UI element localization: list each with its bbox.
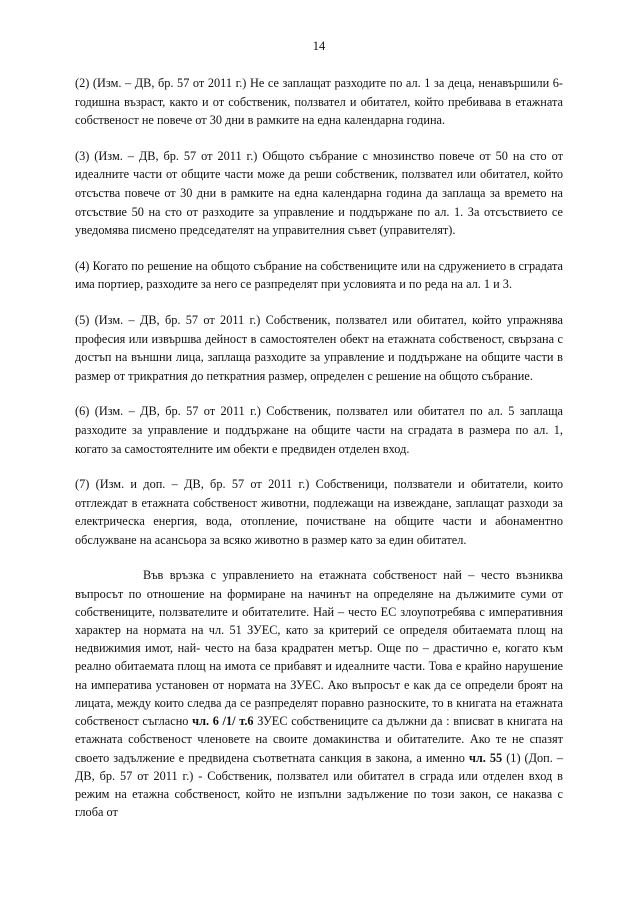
commentary-paragraph: [75, 566, 563, 821]
commentary-text-2: ЗУЕС собствениците са дължни да : вписват в книгата на етажната собственост членовете на своите домакинства и обитателите. Ако те не спазят своето задължение е предвидена съответната санкция в закона, а именно: [75, 714, 563, 765]
commentary-text-1: Във връзка с управлението на етажната собственост най – често възниква въпросът по отношение на формиране на начинът на определяне на дължимите суми от собствениците, ползвателите и обитателите. Най – често ЕС злоупотребява с императивния характер на нормата на чл. 51 ЗУЕС, като за критерий се определя обитаемата площ на недвижимия имот, най- често на база крадратен метър. Още по – драстично е, когато към реално обитаемата площ на имота се прибавят и идеалните части. Това е крайно нарушение на императива установен от нормата на ЗУЕС. Ако въпросът е как да се определи броят на лицата, между които следва да се разпределят поравно разноските, то в книгата на етажната собственост съгласно: [75, 568, 563, 729]
article-6-reference: чл. 6 /1/ т.6: [192, 714, 254, 729]
article-55-reference: чл. 55: [468, 750, 503, 765]
paragraph-6: (6) (Изм. – ДВ, бр. 57 от 2011 г.) Собственик, ползвател или обитател по ал. 5 заплаща разходите за управление и поддържане на общите части на сградата в размера по ал. 1, когато за самостоятелните им обекти е предвиден отделен вход.: [75, 404, 563, 456]
page-number: 14: [312, 39, 326, 53]
paragraph-4: (4) Когато по решение на общото събрание на собствениците или на сдружението в сградата има портиер, разходите за него се разпределят при условията и по реда на ал. 1 и 3.: [75, 258, 563, 292]
paragraph-7: (7) (Изм. и доп. – ДВ, бр. 57 от 2011 г.) Собственици, ползватели и обитатели, които отглеждат в етажната собственост животни, подлежащи на извеждане, заплащат разходи за електрическа енергия, вода, отопление, почистване на общите части и абонаментно обслужване на асансьора за всяко животно в размер като за един обитател.: [75, 477, 563, 547]
commentary-text-3: (1) (Доп. – ДВ, бр. 57 от 2011 г.) - Собственик, ползвател или обитател в сграда или отделен вход в режим на етажна собственост, който не изпълни задължение по този закон, се наказва с глоба от: [75, 750, 563, 820]
paragraph-5: (5) (Изм. – ДВ, бр. 57 от 2011 г.) Собственик, ползвател или обитател, който упражнява професия или извършва дейност в самостоятелен обект на етажната собственост, свързана с достъп на външни лица, заплаща разходите за управление и поддържане на общите части в размер от трикратния до петкратния размер, определен с решение на общото събрание.: [75, 312, 563, 383]
paragraph-2: (2) (Изм. – ДВ, бр. 57 от 2011 г.) Не се заплащат разходите по ал. 1 за деца, ненавършили 6-годишна възраст, както и от собственик, ползвател и обитател, който пребивава в етажната собственост не повече от 30 дни в рамките на една календарна година.: [75, 76, 563, 128]
paragraph-3: (3) (Изм. – ДВ, бр. 57 от 2011 г.) Общото събрание с мнозинство повече от 50 на сто от идеалните части от общите части може да реши собственик, ползвател или обитател, който отсъства повече от 30 дни в рамките на една календарна година да заплаща за времето на отсъствие 50 на сто от разходите за управление и поддържане по ал. 1. За отсъствието се уведомява писмено председателят на управителния съвет (управителят).: [75, 148, 563, 238]
document-body: [75, 74, 563, 821]
